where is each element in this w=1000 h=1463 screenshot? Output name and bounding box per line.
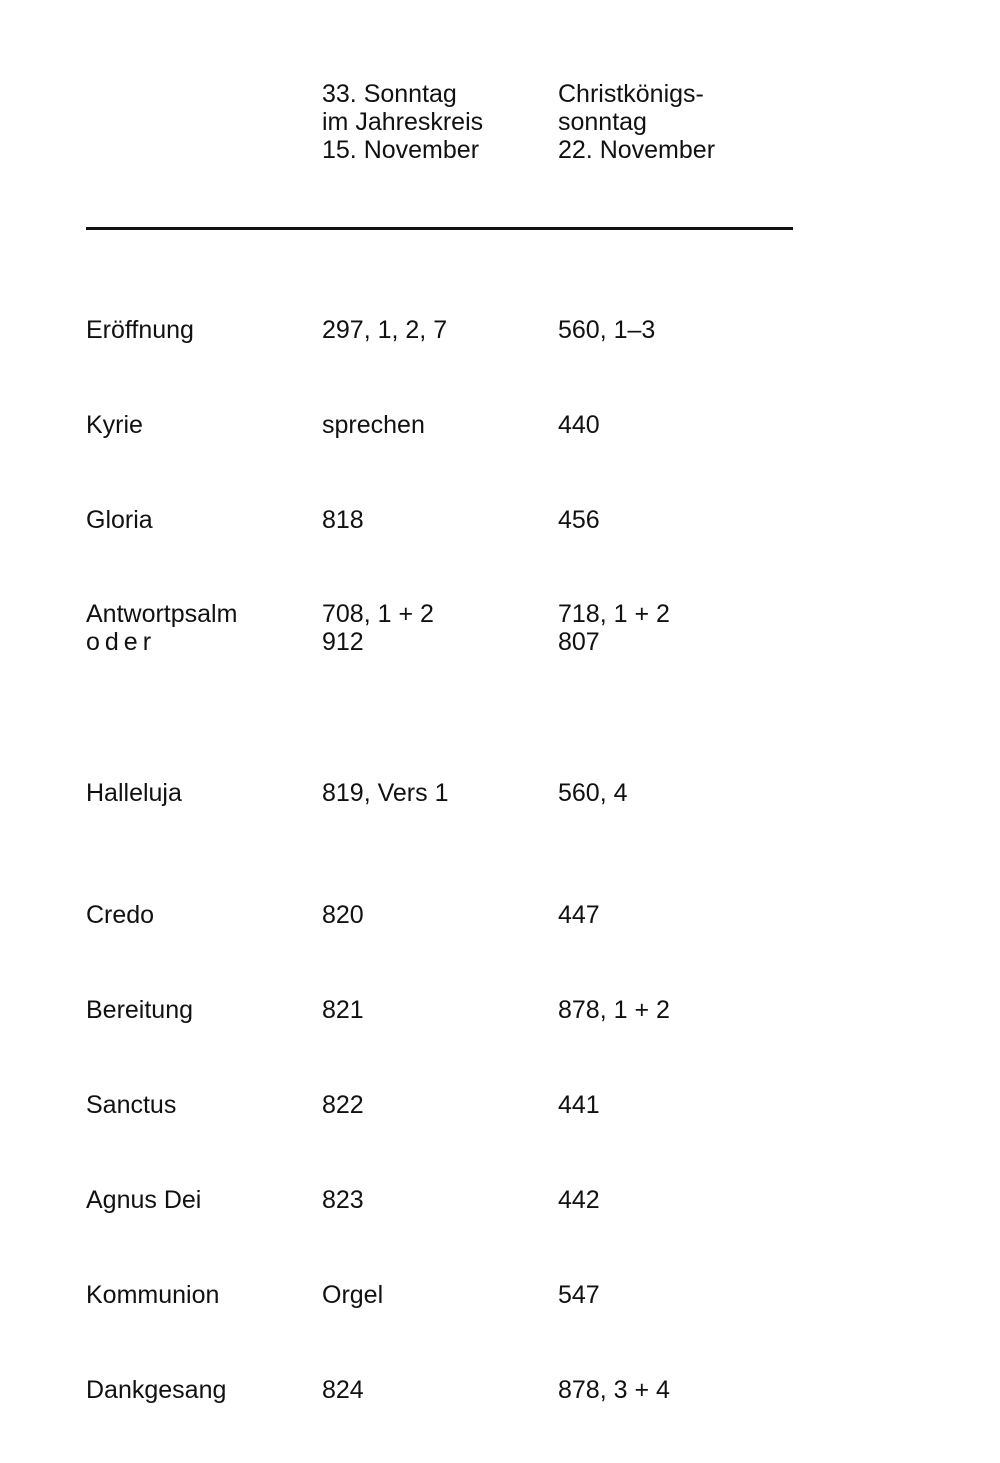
column-header-line: im Jahreskreis (322, 108, 484, 136)
row-value-col2: 560, 1–3 (558, 316, 656, 344)
row-value-col2: 807 (558, 628, 600, 656)
row-label: Kyrie (86, 411, 143, 439)
row-label: Antwortpsalm (86, 600, 238, 628)
row-value-col1: 821 (322, 996, 364, 1024)
row-value-col2: 547 (558, 1281, 600, 1309)
row-label: Eröffnung (86, 316, 194, 344)
row-value-col2: 447 (558, 901, 600, 929)
column-header-33-sonntag (322, 80, 483, 164)
row-value-col2: 878, 3 + 4 (558, 1376, 670, 1404)
row-label: Gloria (86, 506, 153, 534)
row-value-col1: 823 (322, 1186, 364, 1214)
row-value-col2: 442 (558, 1186, 600, 1214)
row-label: Kommunion (86, 1281, 220, 1309)
column-header-line: 33. Sonntag (322, 80, 457, 108)
column-header-line: sonntag (558, 108, 647, 136)
row-value-col1: 819, Vers 1 (322, 779, 449, 807)
row-value-col1: 297, 1, 2, 7 (322, 316, 448, 344)
row-label: Dankgesang (86, 1376, 227, 1404)
row-value-col1: 822 (322, 1091, 364, 1119)
row-label: Sanctus (86, 1091, 177, 1119)
row-value-col1: sprechen (322, 411, 425, 439)
row-value-col2: 718, 1 + 2 (558, 600, 670, 628)
row-value-col1: 820 (322, 901, 364, 929)
row-value-col2: 560, 4 (558, 779, 628, 807)
row-value-col1: 818 (322, 506, 364, 534)
column-header-christkoenigssonntag (558, 80, 715, 164)
row-label: oder (86, 628, 157, 656)
row-value-col2: 440 (558, 411, 600, 439)
column-header-line: 22. November (558, 136, 716, 164)
row-label: Bereitung (86, 996, 194, 1024)
column-header-line: Christkönigs- (558, 80, 704, 108)
row-label: Halleluja (86, 779, 182, 807)
row-value-col1: 824 (322, 1376, 364, 1404)
row-value-col2: 878, 1 + 2 (558, 996, 670, 1024)
header-divider (86, 227, 793, 230)
row-value-col2: 441 (558, 1091, 600, 1119)
row-label: Agnus Dei (86, 1186, 202, 1214)
row-value-col1: 708, 1 + 2 (322, 600, 434, 628)
column-header-line: 15. November (322, 136, 480, 164)
row-value-col2: 456 (558, 506, 600, 534)
row-label: Credo (86, 901, 155, 929)
row-value-col1: 912 (322, 628, 364, 656)
row-value-col1: Orgel (322, 1281, 384, 1309)
